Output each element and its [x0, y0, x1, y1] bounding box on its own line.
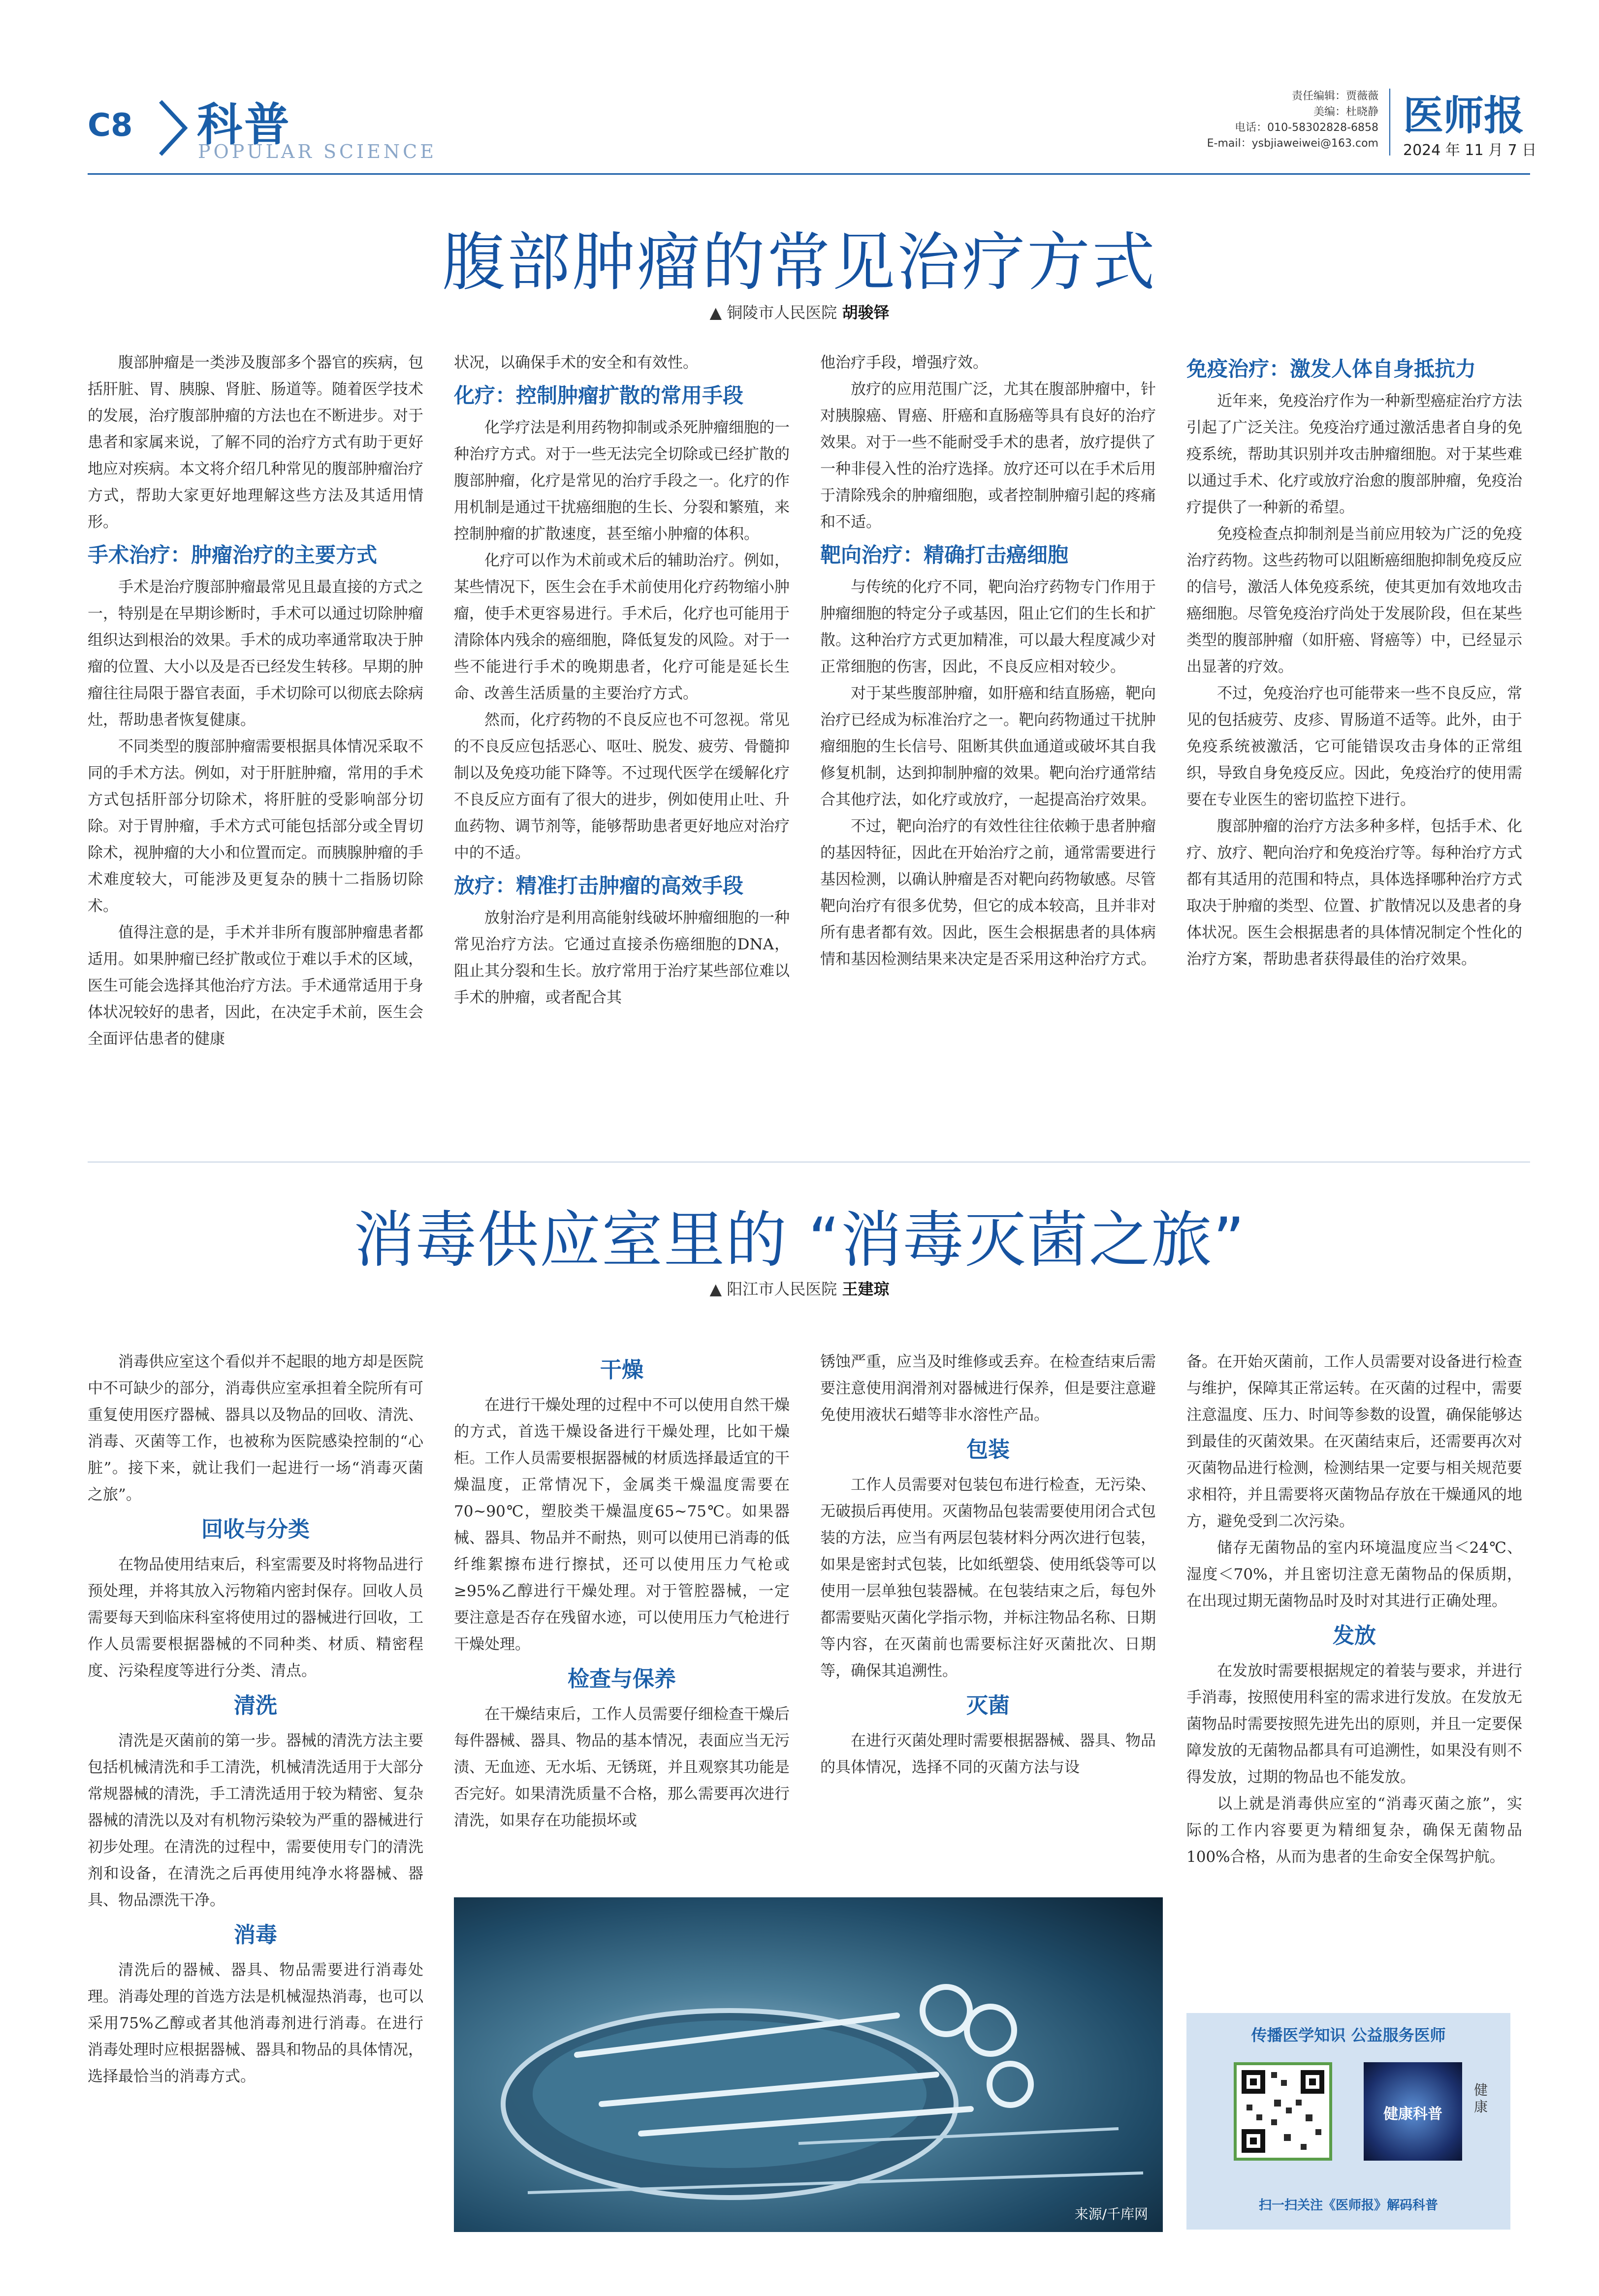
paragraph: 以上就是消毒供应室的“消毒灭菌之旅”，实际的工作内容要更为精细复杂，确保无菌物品100%合格，从而为患者的生命安全保驾护航。 [1186, 1795, 1522, 1866]
qr-code[interactable] [1234, 2062, 1332, 2161]
paragraph: 对于某些腹部肿瘤，如肝癌和结直肠癌，靶向治疗已经成为标准治疗之一。靶向药物通过干扰肿瘤细胞的生长信号、阻断其供血通道或破坏其自我修复机制，达到抑制肿瘤的效果。靶向治疗通常结合其他疗法，如化疗或放疗，一起提高治疗效果。 [820, 685, 1156, 809]
paragraph: 在进行灭菌处理时需要根据器械、器具、物品的具体情况，选择不同的灭菌方法与设 [820, 1732, 1156, 1776]
paragraph: 工作人员需要对包装包布进行检查，无污染、无破损后再使用。灭菌物品包装需要使用闭合式包装的方法，应当有两层包装材料分两次进行包装，如果是密封式包装，比如纸塑袋、使用纸袋等可以使用一层单独包装器械。在包装结束之后，每包外都需要贴灭菌化学指示物，并标注物品名称、日期等内容，在灭菌前也需要标注好灭菌批次、日期等，确保其追溯性。 [820, 1476, 1156, 1680]
promo-tv-text: 健康科普 [1383, 2106, 1442, 2123]
paragraph: 与传统的化疗不同，靶向治疗药物专门作用于肿瘤细胞的特定分子或基因，阻止它们的生长和扩散。这种治疗方式更加精准，可以最大程度减少对正常细胞的伤害，因此，不良反应相对较少。 [820, 578, 1156, 676]
surgical-instruments-photo [454, 1897, 1163, 2232]
qr-code-icon [1237, 2065, 1329, 2158]
section-heading: 干燥 [600, 1357, 643, 1383]
paragraph: 在进行干燥处理的过程中不可以使用自然干燥的方式，首选干燥设备进行干燥处理，比如干燥柜。工作人员需要根据器械的材质选择最适宜的干燥温度，正常情况下，金属类干燥温度需要在70~90℃，塑胶类干燥温度65~75℃。如果器械、器具、物品并不耐热，则可以使用已消毒的低纤维絮擦布进行擦拭，还可以使用压力气枪或≥95%乙醇进行干燥处理。对于管腔器械，一定要注意是否存在残留水迹，可以使用压力气枪进行干燥处理。 [454, 1396, 790, 1653]
paragraph: 清洗是灭菌前的第一步。器械的清洗方法主要包括机械清洗和手工清洗，机械清洗适用于大部分常规器械的清洗，手工清洗适用于较为精密、复杂器械的清洗以及对有机物污染较为严重的器械进行初步处理。在清洗的过程中，需要使用专门的清洗剂和设备，在清洗之后再使用纯净水将器械、器具、物品漂洗干净。 [88, 1732, 423, 1909]
triangle-icon: ▲ [709, 303, 727, 322]
promo-box [1186, 2013, 1510, 2230]
article2-author-org: 阳江市人民医院 [727, 1280, 837, 1298]
paragraph: 腹部肿瘤是一类涉及腹部多个器官的疾病，包括肝脏、胃、胰腺、肾脏、肠道等。随着医学技术的发展，治疗腹部肿瘤的方法也在不断进步。对于患者和家属来说，了解不同的治疗方式有助于更好地应对疾病。本文将介绍几种常见的腹部肿瘤治疗方式，帮助大家更好地理解这些方法及其适用情形。 [88, 354, 423, 531]
article1-title: 腹部肿瘤的常见治疗方式 [442, 226, 1157, 299]
paragraph: 放疗的应用范围广泛，尤其在腹部肿瘤中，针对胰腺癌、胃癌、肝癌和直肠癌等具有良好的治疗效果。对于一些不能耐受手术的患者，放疗提供了一种非侵入性的治疗选择。放疗还可以在手术后用于清除残余的肿瘤细胞，或者控制肿瘤引起的疼痛和不适。 [820, 380, 1156, 531]
email: E-mail：ysbjiaweiwei@163.com [1207, 137, 1378, 150]
article-separator [88, 1162, 1530, 1163]
paragraph: 在发放时需要根据规定的着装与要求，并进行手消毒，按照使用科室的需求进行发放。在发放无菌物品时需要按照先进先出的原则，并且一定要保障发放的无菌物品都具有可追溯性，如果没有则不得发放，过期的物品也不能发放。 [1186, 1662, 1522, 1786]
section-heading: 化疗：控制肿瘤扩散的常用手段 [454, 383, 744, 408]
section-heading: 清洗 [234, 1693, 277, 1718]
paragraph: 然而，化疗药物的不良反应也不可忽视。常见的不良反应包括恶心、呕吐、脱发、疲劳、骨髓抑制以及免疫功能下降等。不过现代医学在缓解化疗不良反应方面有了很大的进步，例如使用止吐、升血药物、调节剂等，能够帮助患者更好地应对治疗中的不适。 [454, 711, 790, 862]
paragraph: 消毒供应室这个看似并不起眼的地方却是医院中不可缺少的部分，消毒供应室承担着全院所有可重复使用医疗器械、器具以及物品的回收、清洗、消毒、灭菌等工作，也被称为医院感染控制的“心脏”。接下来，就让我们一起进行一场“消毒灭菌之旅”。 [88, 1353, 423, 1504]
section-heading: 消毒 [234, 1922, 277, 1948]
section-chevron-icon [157, 98, 191, 157]
promo-tv-image [1364, 2062, 1462, 2161]
paragraph: 免疫检查点抑制剂是当前应用较为广泛的免疫治疗药物。这些药物可以阻断癌细胞抑制免疫反应的信号，激活人体免疫系统，使其更加有效地攻击癌细胞。尽管免疫治疗尚处于发展阶段，但在某些类型的腹部肿瘤（如肝癌、肾癌等）中，已经显示出显著的疗效。 [1186, 525, 1522, 676]
article1-col2 [454, 349, 790, 1011]
instruments-illustration [454, 1897, 1163, 2232]
article2-col4 [1186, 1349, 1522, 1870]
issue-date: 2024 年 11 月 7 日 [1403, 142, 1537, 159]
paragraph: 手术是治疗腹部肿瘤最常见且最直接的方式之一，特别是在早期诊断时，手术可以通过切除肿瘤组织达到根治的效果。手术的成功率通常取决于肿瘤的位置、大小以及是否已经发生转移。早期的肿瘤往往局限于器官表面，手术切除可以彻底去除病灶，帮助患者恢复健康。 [88, 578, 423, 729]
article2-byline [0, 1277, 1599, 1299]
article2-col2 [454, 1349, 790, 1834]
paragraph: 储存无菌物品的室内环境温度应当＜24℃、湿度＜70%，并且密切注意无菌物品的保质期，在出现过期无菌物品时及时对其进行正确处理。 [1186, 1539, 1522, 1610]
promo-banner-top: 传播医学知识 公益服务医师 [1251, 2026, 1446, 2044]
paragraph: 不同类型的腹部肿瘤需要根据具体情况采取不同的手术方法。例如，对于肝脏肿瘤，常用的手术方式包括肝部分切除术，将肝脏的受影响部分切除。对于胃肿瘤，手术方式可能包括部分或全胃切除术，视肿瘤的大小和位置而定。而胰腺肿瘤的手术难度较大，可能涉及更复杂的胰十二指肠切除术。 [88, 738, 423, 915]
triangle-icon: ▲ [709, 1280, 727, 1298]
paragraph: 锈蚀严重，应当及时维修或丢弃。在检查结束后需要注意使用润滑剂对器械进行保养，但是要注意避免使用液状石蜡等非水溶性产品。 [820, 1353, 1156, 1424]
paragraph: 近年来，免疫治疗作为一种新型癌症治疗方法引起了广泛关注。免疫治疗通过激活患者自身的免疫系统，帮助其识别并攻击肿瘤细胞。对于某些难以通过手术、化疗或放疗治愈的腹部肿瘤，免疫治疗提供了一种新的希望。 [1186, 392, 1522, 516]
page-number: C8 [88, 107, 133, 144]
editor-info [1172, 89, 1378, 152]
section-heading: 包装 [966, 1437, 1010, 1462]
article1-col3 [820, 349, 1156, 973]
article1-byline [0, 300, 1599, 323]
article1-author-name: 胡骏铎 [842, 303, 890, 322]
article2-col3 [820, 1349, 1156, 1781]
section-heading: 灭菌 [966, 1693, 1010, 1718]
article2-col1 [88, 1349, 423, 2090]
paragraph: 在物品使用结束后，科室需要及时将物品进行预处理，并将其放入污物箱内密封保存。回收人员需要每天到临床科室将使用过的器械进行回收，工作人员需要根据器械的不同种类、材质、精密程度、污染程度等进行分类、清点。 [88, 1556, 423, 1680]
promo-banner-bottom: 扫一扫关注《医师报》解码科普 [1258, 2198, 1438, 2213]
section-heading: 放疗：精准打击肿瘤的高效手段 [454, 874, 744, 898]
masthead-divider [1389, 89, 1390, 156]
paragraph: 值得注意的是，手术并非所有腹部肿瘤患者都适用。如果肿瘤已经扩散或位于难以手术的区域，医生可能会选择其他治疗方法。手术通常适用于身体状况较好的患者，因此，在决定手术前，医生会全面评估患者的健康 [88, 924, 423, 1048]
paragraph: 不过，免疫治疗也可能带来一些不良反应，常见的包括疲劳、皮疹、胃肠道不适等。此外，由于免疫系统被激活，它可能错误攻击身体的正常组织，导致自身免疫反应。因此，免疫治疗的使用需要在专业医生的密切监控下进行。 [1186, 685, 1522, 809]
section-subtitle: POPULAR SCIENCE [198, 141, 437, 162]
article2-author-name: 王建琼 [842, 1280, 890, 1298]
section-heading: 回收与分类 [201, 1517, 310, 1542]
paragraph: 备。在开始灭菌前，工作人员需要对设备进行检查与维护，保障其正常运转。在灭菌的过程中，需要注意温度、压力、时间等参数的设置，确保能够达到最佳的灭菌效果。在灭菌结束后，还需要再次对灭菌物品进行检测，检测结果一定要与相关规范要求相符，并且需要将灭菌物品存放在干燥通风的地方，避免受到二次污染。 [1186, 1353, 1522, 1530]
paper-name: 医师报 [1403, 93, 1525, 139]
paragraph: 化疗可以作为术前或术后的辅助治疗。例如，某些情况下，医生会在手术前使用化疗药物缩小肿瘤，使手术更容易进行。手术后，化疗也可能用于清除体内残余的癌细胞，降低复发的风险。对于一些不能进行手术的晚期患者，化疗可能是延长生命、改善生活质量的主要治疗方式。 [454, 552, 790, 702]
phone: 电话：010-58302828-6858 [1235, 122, 1378, 134]
image-caption: 来源/千库网 [1074, 2206, 1148, 2222]
section-heading: 发放 [1333, 1623, 1376, 1648]
section-heading: 免疫治疗：激发人体自身抵抗力 [1186, 357, 1476, 381]
paragraph: 放射治疗是利用高能射线破坏肿瘤细胞的一种常见治疗方法。它通过直接杀伤癌细胞的DNA，阻止其分裂和生长。放疗常用于治疗某些部位难以手术的肿瘤，或者配合其 [454, 909, 790, 1006]
art-editor: 美编：杜晓静 [1313, 106, 1378, 118]
section-heading: 靶向治疗：精确打击癌细胞 [820, 543, 1069, 567]
paragraph: 状况，以确保手术的安全和有效性。 [454, 354, 698, 372]
section-title: 科普 [197, 98, 292, 151]
paragraph: 化学疗法是利用药物抑制或杀死肿瘤细胞的一种治疗方式。对于一些无法完全切除或已经扩散的腹部肿瘤，化疗是常见的治疗手段之一。化疗的作用机制是通过干扰癌细胞的生长、分裂和繁殖，来控制肿瘤的扩散速度，甚至缩小肿瘤的体积。 [454, 419, 790, 543]
article2-title: 消毒供应室里的 “消毒灭菌之旅” [353, 1205, 1246, 1276]
paragraph: 在干燥结束后，工作人员需要仔细检查干燥后每件器械、器具、物品的基本情况，表面应当无污渍、无血迹、无水垢、无锈斑，并且观察其功能是否完好。如果清洗质量不合格，那么需要再次进行清洗，如果存在功能损坏或 [454, 1705, 790, 1829]
paragraph: 不过，靶向治疗的有效性往往依赖于患者肿瘤的基因特征，因此在开始治疗之前，通常需要进行基因检测，以确认肿瘤是否对靶向药物敏感。尽管靶向治疗有很多优势，但它的成本较高，且并非对所有患者都有效。因此，医生会根据患者的具体病情和基因检测结果来决定是否采用这种治疗方式。 [820, 818, 1156, 968]
section-heading: 手术治疗：肿瘤治疗的主要方式 [88, 543, 378, 567]
paragraph: 腹部肿瘤的治疗方法多种多样，包括手术、化疗、放疗、靶向治疗和免疫治疗等。每种治疗方式都有其适用的范围和特点，具体选择哪种治疗方式取决于肿瘤的类型、位置、扩散情况以及患者的身体状况。医生会根据患者的具体情况制定个性化的治疗方案，帮助患者获得最佳的治疗效果。 [1186, 818, 1522, 968]
paragraph: 他治疗手段，增强疗效。 [820, 354, 988, 372]
section-heading: 检查与保养 [568, 1667, 676, 1692]
page-header [0, 0, 1599, 177]
article1-col4 [1186, 349, 1522, 973]
editor: 责任编辑：贾薇薇 [1291, 90, 1378, 102]
article1-author-org: 铜陵市人民医院 [727, 303, 837, 322]
paragraph: 清洗后的器械、器具、物品需要进行消毒处理。消毒处理的首选方法是机械湿热消毒，也可以采用75%乙醇或者其他消毒剂进行消毒。在进行消毒处理时应根据器械、器具和物品的具体情况，选择最恰当的消毒方式。 [88, 1961, 423, 2085]
article1-col1 [88, 349, 423, 1052]
promo-side-text: 健康 [1474, 2082, 1488, 2115]
header-rule [88, 173, 1530, 175]
